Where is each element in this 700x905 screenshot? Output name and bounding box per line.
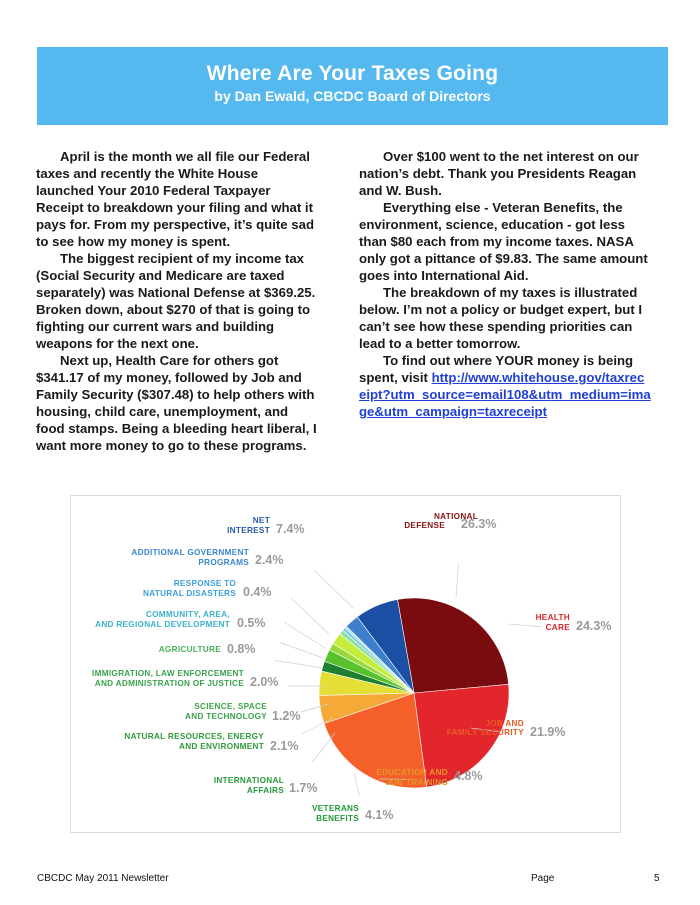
category-label: AND REGIONAL DEVELOPMENT <box>95 620 230 629</box>
leader-line <box>284 622 325 648</box>
leader-line <box>292 599 329 634</box>
category-label: NATURAL DISASTERS <box>142 589 236 598</box>
percentage-label: 0.8% <box>227 642 256 656</box>
footer-page-number: 5 <box>654 873 660 884</box>
percentage-label: 4.1% <box>365 808 394 822</box>
category-label: ADDITIONAL GOVERNMENT <box>131 548 249 557</box>
category-label: AFFAIRS <box>246 786 284 795</box>
left-column <box>36 148 318 454</box>
leader-line <box>354 773 360 796</box>
tax-breakdown-chart <box>70 495 621 833</box>
category-label: DEFENSE <box>404 521 445 530</box>
percentage-label: 2.0% <box>250 675 279 689</box>
category-label: PROGRAMS <box>198 558 249 567</box>
link-intro: To find out where YOUR money is being spent, visit <box>359 353 634 385</box>
leader-line <box>315 571 354 609</box>
paragraph: Everything else - Veteran Benefits, the environment, science, education - got less than $80 each from my income taxes. NASA only got a pittance of $9.83. The same amount goes into International Aid. <box>359 200 648 283</box>
leader-line <box>280 643 323 659</box>
percentage-label: 0.5% <box>237 616 266 630</box>
category-label: NATURAL RESOURCES, ENERGY <box>124 732 264 741</box>
footer-page-label: Page <box>531 873 555 884</box>
paragraph: The biggest recipient of my income tax (Social Security and Medicare are taxed separately) was National Defense at $369.25. Broken down, about $270 of that is going to fighting our current wars and building weapons for the next one. <box>36 251 316 351</box>
category-label: RESPONSE TO <box>173 579 236 588</box>
category-label: AND ADMINISTRATION OF JUSTICE <box>94 679 244 688</box>
paragraph: Next up, Health Care for others got $341.17 of my money, followed by Job and Family Security ($307.48) to help others with housing, child care, unemployment, and food stamps. Being a bleeding heart liberal, I want more money to go to these programs. <box>36 353 317 453</box>
paragraph-with-link <box>359 352 651 420</box>
percentage-label: 4.8% <box>454 769 483 783</box>
percentage-label: 1.7% <box>289 781 318 795</box>
taxreceipt-link[interactable]: http://www.whitehouse.gov/taxreceipt?utm_source=email108&utm_medium=image&utm_campaign=taxreceipt <box>359 370 651 419</box>
right-column <box>359 148 651 420</box>
percentage-label: 1.2% <box>272 709 301 723</box>
percentage-label: 2.1% <box>270 739 299 753</box>
category-label: NATIONAL <box>433 512 479 521</box>
leader-line <box>312 733 335 763</box>
category-label: IMMIGRATION, LAW ENFORCEMENT <box>92 669 244 678</box>
article-byline: by Dan Ewald, CBCDC Board of Directors <box>214 88 491 104</box>
category-label: JOB AND <box>485 719 524 728</box>
category-label: INTERNATIONAL <box>213 776 284 785</box>
category-label: BENEFITS <box>316 814 359 823</box>
leader-line <box>275 661 323 669</box>
category-label: FAMILY SECURITY <box>446 728 524 737</box>
paragraph: The breakdown of my taxes is illustrated below. I’m not a policy or budget expert, but I can’t see how these spending priorities can lead to a better tomorrow. <box>359 285 643 351</box>
category-label: CARE <box>545 623 570 632</box>
percentage-label: 7.4% <box>276 522 305 536</box>
category-label: AND ENVIRONMENT <box>178 742 264 751</box>
article-title: Where Are Your Taxes Going <box>206 62 499 85</box>
pie-chart-svg <box>71 496 622 834</box>
paragraph: Over $100 went to the net interest on our nation’s debt. Thank you Presidents Reagan and W. Bush. <box>359 149 639 198</box>
leader-line <box>456 563 459 598</box>
category-label: AGRICULTURE <box>158 645 221 654</box>
percentage-label: 0.4% <box>243 585 272 599</box>
footer-newsletter-name: CBCDC May 2011 Newsletter <box>37 873 169 884</box>
category-label: COMMUNITY, AREA, <box>145 610 230 619</box>
percentage-label: 26.3% <box>461 517 497 531</box>
percentage-label: 24.3% <box>576 619 612 633</box>
pie-slice-national-defense <box>398 598 509 693</box>
category-label: AND TECHNOLOGY <box>185 712 267 721</box>
article-header <box>37 47 668 125</box>
category-label: SCIENCE, SPACE <box>194 702 267 711</box>
percentage-label: 21.9% <box>530 725 566 739</box>
category-label: INTEREST <box>227 526 270 535</box>
category-label: JOB TRAINING <box>385 778 448 787</box>
category-label: HEALTH <box>535 613 570 622</box>
category-label: EDUCATION AND <box>376 768 448 777</box>
category-label: VETERANS <box>312 804 359 813</box>
percentage-label: 2.4% <box>255 553 284 567</box>
paragraph: April is the month we all file our Federal taxes and recently the White House launched Your 2010 Federal Taxpayer Receipt to breakdown your filing and what it pays for. From my perspective, it’s quite sad to see how my money is spent. <box>36 149 315 249</box>
category-label: NET <box>252 516 270 525</box>
leader-line <box>509 624 543 627</box>
